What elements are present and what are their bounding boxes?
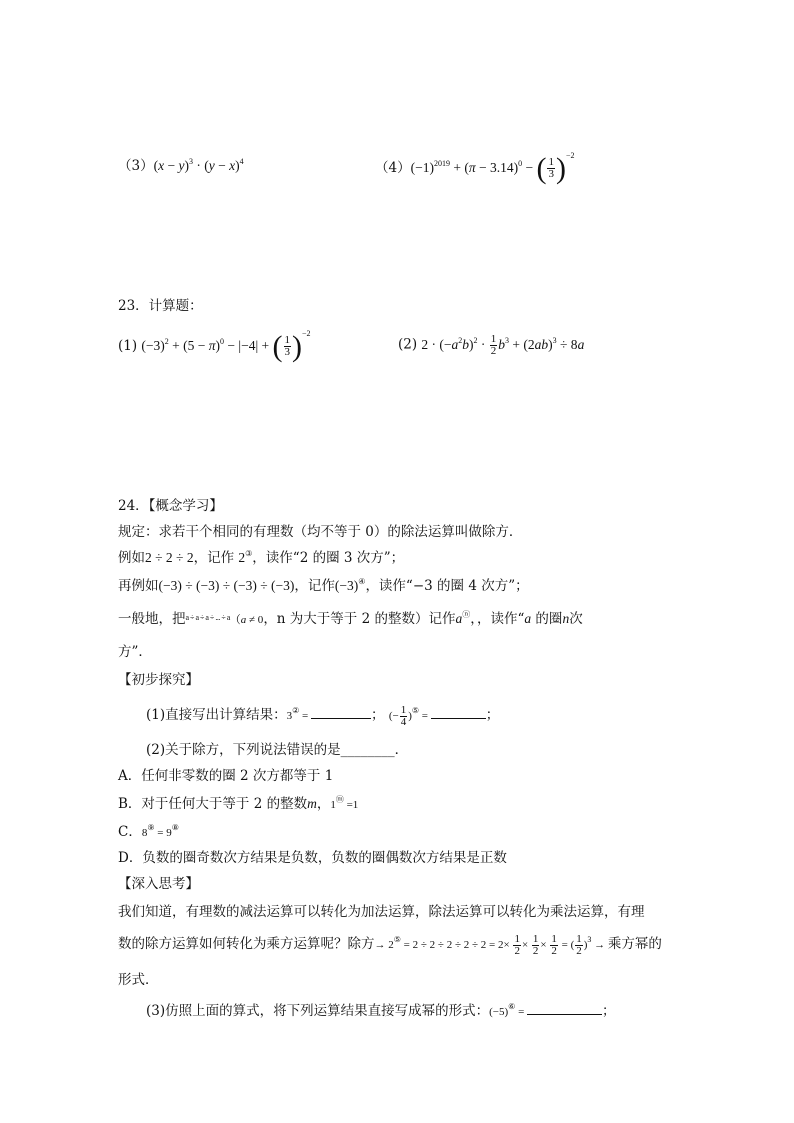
text: ； [371, 707, 385, 723]
problem-label: （3） [118, 158, 154, 174]
expression-22-3: $(x - y)^3 \cdot (y - x)^4$ [153, 157, 244, 173]
text: (3)仿照上面的算式，将下列运算结果直接写成幂的形式： [146, 1003, 490, 1019]
text: B．对于任何大于等于 2 的整数 [118, 796, 308, 812]
text: (1)直接写出计算结果： [146, 707, 287, 723]
problem-23-2 [398, 334, 584, 357]
math-conversion: → 2⑤ = 2 ÷ 2 ÷ 2 ÷ 2 ÷ 2 = 2× $\frac{1}{2}$ × $\frac{1}{2}$ × $\frac{1}{2}$ = ( $\frac{1}{2}$ )$^3$ → [374, 933, 608, 957]
math-a-circ-n: aⓝ [455, 610, 471, 626]
problem-22-3 [118, 156, 244, 176]
general-definition: 一般地，把$^{a \div a \div a \div ... \div a}$（a ≠ 0，n 为大于等于 2 的整数）记作aⓝ，，读作“a 的圈n次 [118, 610, 583, 627]
garbled-formula: a ÷ a ÷ a ÷ ... ÷ a [185, 613, 230, 622]
text: ，读作“−3 的圈 4 次方”； [365, 578, 529, 594]
example-1 [118, 548, 404, 568]
text: 次 [569, 611, 583, 627]
example-2 [118, 576, 529, 596]
question-3: (3)仿照上面的算式，将下列运算结果直接写成幂的形式：(−5)⑥ = ； [146, 1002, 616, 1019]
math-3-circ-2: 3② = [286, 706, 312, 722]
math-2-circ-3: 2③ [238, 549, 253, 565]
math-example-1: 2 ÷ 2 ÷ 2 [145, 550, 194, 565]
deep-title: 【深入思考】 [118, 876, 199, 892]
question-1 [146, 704, 499, 728]
math-neg5-circ-6: (−5)⑥ = [489, 1002, 528, 1018]
text: 的圈 [531, 611, 563, 627]
answer-blank-3[interactable] [527, 1000, 602, 1015]
rule-text: 规定：求若干个相同的有理数（均不等于 0）的除法运算叫做除方． [118, 524, 523, 540]
text: ，读作“ [476, 611, 525, 627]
text: ，记作 [294, 578, 335, 594]
text: 一般地，把 [118, 611, 186, 627]
problem-24-title: 24．【概念学习】 [118, 498, 223, 514]
question-2: (2)关于除方，下列说法错误的是________． [146, 742, 409, 758]
text: 例如 [118, 550, 145, 566]
problem-23-1 [118, 329, 311, 363]
text: ； [485, 707, 500, 723]
math-quarter-circ-5: (− $\frac{1}{4}$ )⑤ = [388, 703, 431, 728]
text: 再例如 [118, 578, 159, 594]
deep-paragraph-2 [118, 934, 662, 957]
problem-label: (1) [118, 338, 138, 354]
option-c: C．8⑨ = 9⑧ [118, 823, 179, 840]
problem-label: (2) [398, 336, 418, 353]
text: ，读作“2 的圈 3 次方”； [252, 550, 405, 566]
general-definition-end: 方”． [118, 644, 152, 660]
text: ，n 为大于等于 2 的整数）记作 [263, 611, 456, 627]
math-example-2: (−3) ÷ (−3) ÷ (−3) ÷ (−3) [158, 578, 295, 593]
deep-paragraph-3: 形式． [118, 972, 159, 988]
explore-title: 【初步探究】 [118, 672, 199, 688]
problem-22-4 [375, 151, 575, 185]
expression-23-2: $2 \cdot (-a^2b)^2$ · $\frac{1}{2}$ $b^3 + (2ab)^3 \div 8a$ [421, 333, 585, 357]
deep-paragraph-1: 我们知道，有理数的减法运算可以转化为加法运算，除法运算可以转化为乘法运算，有理 [118, 904, 645, 920]
text: 数的除方运算如何转化为乘方运算呢？除方 [118, 936, 375, 953]
option-a: A．任何非零数的圈 2 次方都等于 1 [118, 768, 334, 784]
text: ， [316, 796, 331, 812]
answer-blank-2[interactable] [431, 704, 486, 719]
option-b: B．对于任何大于等于 2 的整数m，1ⓜ =1 [118, 795, 359, 812]
expression-23-1: $(-3)^2 + (5 - \pi)^0 - |-4|$ + ( $\frac{1}{3}$ )$^{-2}$ [141, 329, 311, 363]
answer-blank-1[interactable] [311, 704, 371, 719]
text: C． [118, 824, 142, 840]
text: 乘方幂的 [607, 936, 662, 953]
problem-23-title: 23．计算题： [118, 298, 203, 314]
problem-label: （4） [375, 160, 411, 176]
option-d: D．负数的圈奇数次方结果是负数，负数的圈偶数次方结果是正数 [118, 850, 507, 866]
text: ，记作 [193, 550, 235, 566]
expression-22-4: $(-1)^{2019} + (\pi - 3.14)^0$ − ( $\frac{1}{3}$ )$^{-2}$ [410, 151, 575, 185]
math-neg3-circ-4: (−3)④ [334, 577, 366, 593]
